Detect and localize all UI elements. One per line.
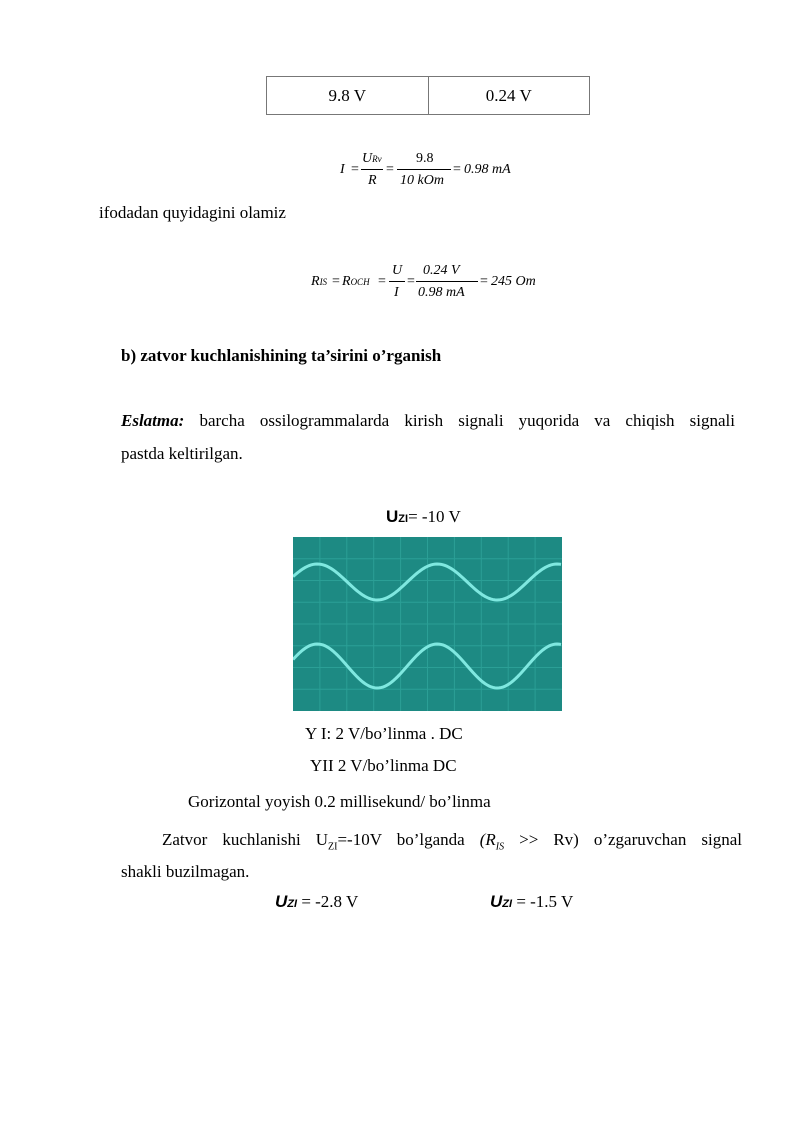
scope-setting-ch2: YII 2 V/bo’linma DC xyxy=(310,756,457,775)
section-heading: b) zatvor kuchlanishining ta’sirini o’rganish xyxy=(121,346,442,365)
formula-result: 0.98 mA xyxy=(464,162,511,177)
oscilloscope-screen xyxy=(293,537,562,711)
fraction-bar xyxy=(397,169,451,170)
uzi-value: UZI = -2.8 V xyxy=(275,892,359,911)
uzi-value: UZI = -1.5 V xyxy=(490,892,574,911)
fraction-bar xyxy=(361,169,383,170)
formula-numerator: URv xyxy=(362,151,382,166)
formula-operator: = xyxy=(453,162,461,177)
formula-operator: = xyxy=(480,274,488,289)
formula-numerator: U xyxy=(392,263,403,278)
table-cell: 0.24 V xyxy=(428,77,590,114)
scope-setting-horizontal: Gorizontal yoyish 0.2 millisekund/ bo’linma xyxy=(188,792,491,811)
current-formula xyxy=(340,150,530,192)
formula-operator: = xyxy=(332,274,340,289)
formula-denominator: 0.98 mA xyxy=(418,285,465,300)
resistance-formula xyxy=(311,260,561,304)
formula-denominator: 10 kOm xyxy=(400,173,444,188)
formula-symbol: RIS xyxy=(311,274,328,289)
paragraph: ifodadan quyidagini olamiz xyxy=(99,203,286,222)
formula-numerator: 0.24 V xyxy=(423,263,460,278)
formula-operator: = xyxy=(378,274,386,289)
voltage-table xyxy=(266,76,590,115)
formula-denominator: R xyxy=(368,173,377,188)
note-line-2: pastda keltirilgan. xyxy=(121,444,243,463)
formula-numerator: 9.8 xyxy=(416,151,434,166)
conclusion-line-2: shakli buzilmagan. xyxy=(121,862,250,881)
note-label: Eslatma: xyxy=(121,411,185,430)
scope-setting-ch1: Y I: 2 V/bo’linma . DC xyxy=(305,724,463,743)
fraction-bar xyxy=(389,281,405,282)
formula-symbol: ROCH xyxy=(342,274,370,289)
formula-operator: = xyxy=(386,162,394,177)
formula-symbol: I xyxy=(340,162,345,177)
formula-denominator: I xyxy=(394,285,399,300)
conclusion-line-1: Zatvor kuchlanishi $U_{ZI}=-10V$ bo’lganda $(R_{IS} >> Rv)$ o’zgaruvchan signal xyxy=(162,830,742,853)
formula-operator: = xyxy=(351,162,359,177)
formula-operator: = xyxy=(407,274,415,289)
note-line-1: Eslatma: barcha ossilogrammalarda kirish signali yuqorida va chiqish signali xyxy=(121,411,735,430)
fraction-bar xyxy=(416,281,478,282)
table-cell: 9.8 V xyxy=(328,85,366,105)
scope-title: UZI= -10 V xyxy=(386,507,461,526)
formula-result: 245 Om xyxy=(491,274,536,289)
